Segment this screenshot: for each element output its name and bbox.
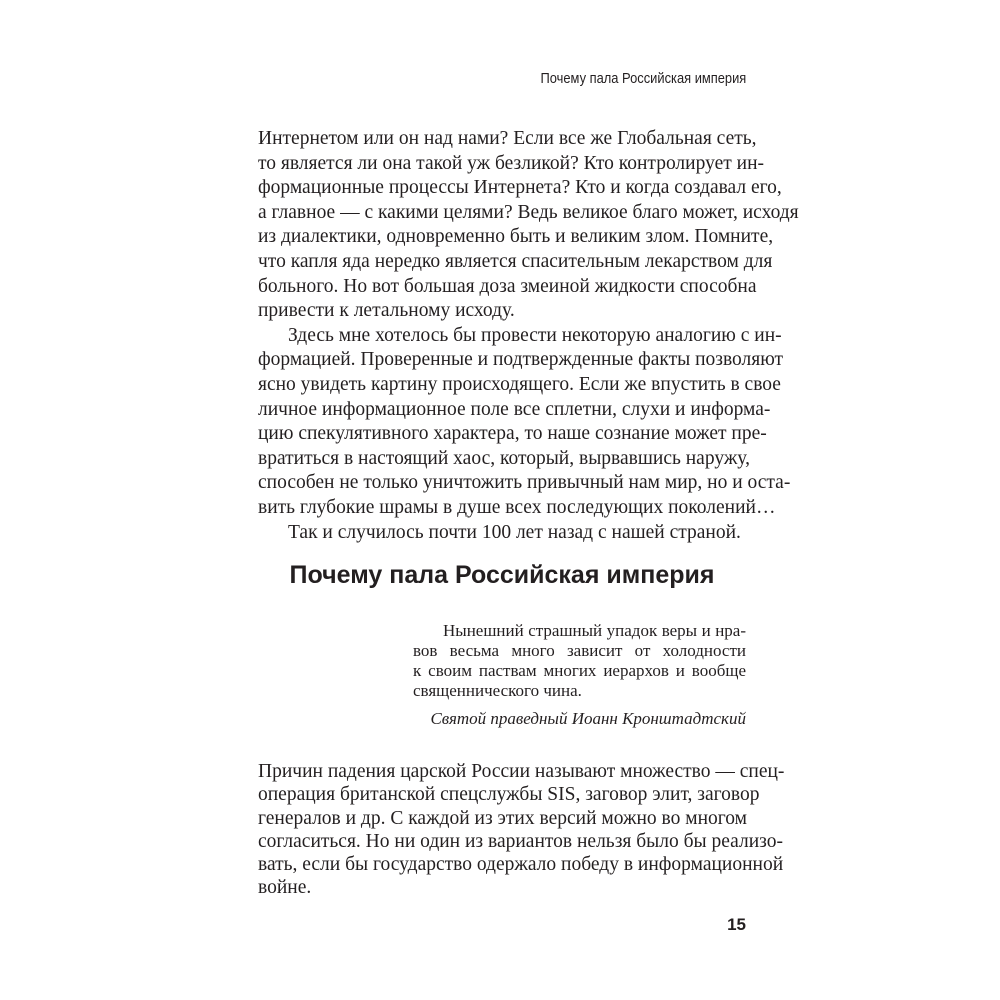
text-line: формацией. Проверенные и подтвержденные факты позволяют	[258, 349, 784, 371]
epigraph-line: священнического чина.	[413, 681, 582, 700]
text-line: Причин падения царской России называют множество — спец-	[258, 761, 785, 782]
epigraph-line: к своим паствам многих иерархов и вообще	[413, 661, 746, 680]
text-line: способен не только уничтожить привычный нам мир, но и оста-	[258, 472, 791, 494]
running-head: Почему пала Российская империя	[540, 70, 746, 87]
text-line: операция британской спецслужбы SIS, заговор элит, заговор	[258, 784, 760, 806]
body-text-section-1	[258, 127, 799, 545]
text-line: согласиться. Но ни один из вариантов нельзя было бы реализо-	[258, 830, 783, 852]
text-line: Так и случилось почти 100 лет назад с нашей страной.	[288, 521, 741, 543]
epigraph-attribution: Святой праведный Иоанн Кронштадтский	[430, 709, 746, 728]
text-line: вратиться в настоящий хаос, который, вырвавшись наружу,	[258, 447, 750, 469]
epigraph-line: вов весьма много зависит от холодности	[413, 641, 746, 660]
text-line: цию спекулятивного характера, то наше сознание может пре-	[258, 423, 767, 445]
text-line: что капля яда нередко является спасительным лекарством для	[258, 250, 773, 272]
page-number: 15	[727, 915, 746, 934]
text-line: генералов и др. С каждой из этих версий можно во многом	[258, 807, 747, 829]
text-line: больного. Но вот большая доза змеиной жидкости способна	[258, 275, 757, 297]
text-line: вить глубокие шрамы в душе всех последующих поколений…	[258, 496, 776, 518]
text-line: Здесь мне хотелось бы провести некоторую аналогию с ин-	[288, 324, 782, 346]
body-text-section-2	[258, 760, 785, 900]
text-line: формационные процессы Интернета? Кто и когда создавал его,	[258, 177, 782, 199]
text-line: вать, если бы государство одержало победу в информационной	[258, 854, 784, 876]
text-line: из диалектики, одновременно быть и великим злом. Помните,	[258, 226, 774, 248]
text-line: войне.	[258, 877, 312, 899]
section-heading: Почему пала Российская империя	[289, 561, 715, 589]
text-line: личное информационное поле все сплетни, слухи и информа-	[258, 398, 771, 420]
text-line: Интернетом или он над нами? Если все же Глобальная сеть,	[258, 128, 757, 149]
text-line: а главное — с какими целями? Ведь великое благо может, исходя	[258, 201, 799, 223]
epigraph-line: Нынешний страшный упадок веры и нра-	[443, 621, 746, 640]
text-line: привести к летальному исходу.	[258, 300, 515, 322]
text-line: то является ли она такой уж безликой? Кто контролирует ин-	[258, 152, 765, 174]
text-line: ясно увидеть картину происходящего. Если же впустить в свое	[258, 373, 781, 395]
epigraph	[413, 621, 746, 729]
